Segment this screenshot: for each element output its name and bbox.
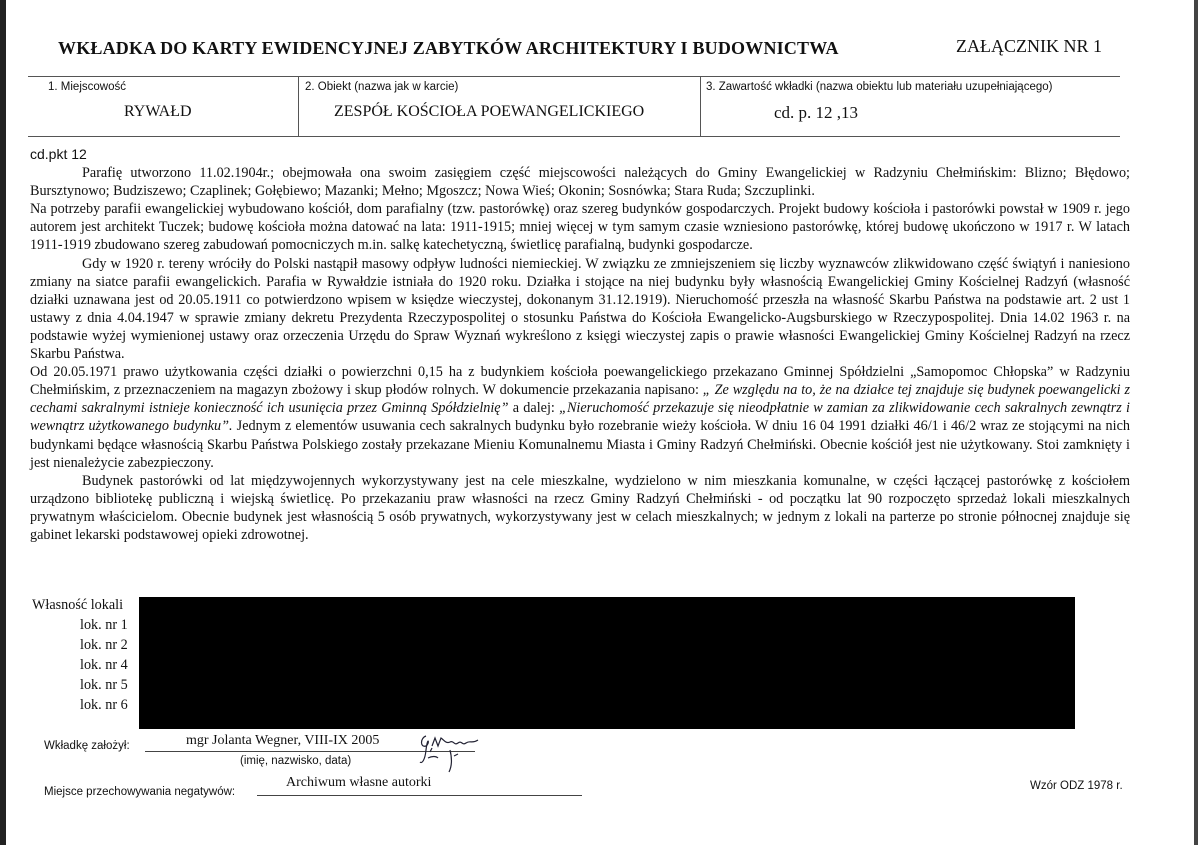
created-by-hint: (imię, nazwisko, data) [240,755,352,767]
header-divider-1 [298,76,299,136]
text-segment: a dalej: [508,400,560,417]
contents-value: cd. p. 12 ,13 [774,103,859,122]
header-divider-2 [700,76,701,136]
ownership-label: Własność lokali [32,597,124,613]
header-bottom-rule [28,136,1120,137]
unit-2-label: lok. nr 2 [80,637,128,653]
contents-label: 3. Zawartość wkładki (nazwa obiektu lub materiału uzupełniającego) [706,81,1053,93]
page-title: WKŁADKA DO KARTY EWIDENCYJNEJ ZABYTKÓW ARCHITEKTURY I BUDOWNICTWA [58,38,839,58]
form-reference: Wzór ODZ 1978 r. [1030,780,1123,792]
object-label: 2. Obiekt (nazwa jak w karcie) [305,81,459,93]
redaction-block [139,597,1075,729]
paragraph-ownership-history: Gdy w 1920 r. tereny wróciły do Polski nastąpił masowy odpływ ludności niemieckiej. W związku ze zmniejszeniem się liczby wyznawców zlikwidowano część świątyń i naniesiono zmiany na siatce parafii ewangelickich. Parafia w Rywałdzie istniała do 1920 roku. Działka i stojące na niej budynku były własnością Ewangelickiej Gminy Kościelnej Radzyń (własność działki uznawana jest od 20.05.1911 co potwierdzono wpisem w księdze wieczystej, dokonanym 31.12.1919). Nieruchomość przeszła na własność Skarbu Państwa na podstawie art. 2 ust 1 ustawy z dnia 4.04.1947 w sprawie zmiany dekretu Prezydenta Rzeczypospolitej o stosunku Państwa do Kościoła Ewangelicko-Augsburskiego w Rzeczypospolitej. Dnia 14.02 1963 r. na podstawie wyżej wymienionej ustawy oraz orzeczenia Urzędu do Spraw Wyznań wykreślono z księgi wieczystej zapis o prawie własności Ewangelickiej Gminy Kościelnej Radzyń na rzecz Skarbu Państwa. [30,255,1130,363]
document-body [30,145,1130,544]
unit-6-label: lok. nr 6 [80,697,128,713]
negatives-line [257,795,582,796]
scan-border-right [1194,0,1198,845]
quote-1: „ Ze względu na to, że na działce tej znajduje się budynek poewangelicki z cechami sakralnymi istnieje konieczność ich usunięcia przez Gminną Spółdzielnię” [30,382,1130,417]
object-value: ZESPÓŁ KOŚCIOŁA POEWANGELICKIEGO [334,103,645,120]
locality-value: RYWAŁD [124,103,192,120]
unit-5-label: lok. nr 5 [80,677,128,693]
scan-border-left [0,0,6,845]
negatives-value: Archiwum własne autorki [286,775,432,790]
section-label: cd.pkt 12 [30,146,87,162]
unit-1-label: lok. nr 1 [80,617,128,633]
header-top-rule [28,76,1120,77]
quote-2: „Nieruchomość przekazuje się nieodpłatnie w zamian za zlikwidowanie cech sakralnych zewnątrz i wewnątrz użytkowanego budynku”. [30,400,1130,435]
locality-label: 1. Miejscowość [48,81,126,93]
signature-scribble [416,728,486,778]
created-by-value: mgr Jolanta Wegner, VIII-IX 2005 [186,733,380,748]
created-by-label: Wkładkę założył: [44,740,130,752]
unit-4-label: lok. nr 4 [80,657,128,673]
text-segment: Od 20.05.1971 prawo użytkowania części działki o powierzchni 0,15 ha z budynkiem kościoła poewangelickiego przekazano Gminnej Spółdzielni „Samopomoc Chłopska” w Radzyniu Chełmińskim, z przeznaczeniem na magazyn zbożowy i skup płodów rolnych. W dokumencie przekazania napisano: [30,364,1130,399]
text-segment: Jednym z elementów usuwania cech sakralnych budynku było rozebranie wieży kościoła. W dniu 16 04 1991 działki 46/1 i 46/2 wraz ze stojącymi na nich budynkami będące własnością Skarbu Państwa Polskiego zostały przekazane Mieniu Komunalnemu Miasta i Gminy Radzyń Chełmiński. Obecnie kościół jest nie użytkowany. Stoi zamknięty i jest nienależycie zabezpieczony. [30,418,1130,471]
paragraph-cooperative-transfer [30,363,1130,472]
negatives-label: Miejsce przechowywania negatywów: [44,786,236,798]
annex-label: ZAŁĄCZNIK NR 1 [956,36,1102,56]
paragraph-construction: Na potrzeby parafii ewangelickiej wybudowano kościół, dom parafialny (tzw. pastorówkę) oraz szereg budynków gospodarczych. Projekt budowy kościoła i pastorówki powstał w 1909 r. jego autorem jest architekt Tuczek; budowę kościoła można datować na lata: 1911-1915; mniej więcej w tym samym czasie wzniesiono pastorówkę, której budowę ukończono w 1917 r. W latach 1911-1919 zbudowano szereg zabudowań pomocniczych m.in. salkę katechetyczną, świetlicę parafialną, budynki gospodarcze. [30,201,1130,254]
paragraph-parish-founding: Parafię utworzono 11.02.1904r.; obejmowała ona swoim zasięgiem część miejscowości należących do Gminy Ewangelickiej w Radzyniu Chełmińskim: Blizno; Błędowo; Bursztynowo; Budziszewo; Czaplinek; Gołębiewo; Mazanki; Mełno; Mgoszcz; Nowa Wieś; Okonin; Sosnówka; Stara Ruda; Szczuplinki. [30,165,1130,200]
paragraph-rectory-use: Budynek pastorówki od lat międzywojennych wykorzystywany jest na cele mieszkalne, wydzielono w nim mieszkania komunalne, w części łączącej pastorówkę z kościołem urządzono bibliotekę publiczną i wiejską świetlicę. Po przekazaniu praw własności na rzecz Gminy Radzyń Chełmiński - od początku lat 90 rozpoczęto sprzedaż lokali mieszkalnych prywatnym właścicielom. Obecnie budynek jest własnością 5 osób prywatnych, wykorzystywany jest w celach mieszkalnych; w jednym z lokali na parterze po stronie północnej znajduje się gabinet lekarski podstawowej opieki zdrowotnej. [30,472,1130,543]
